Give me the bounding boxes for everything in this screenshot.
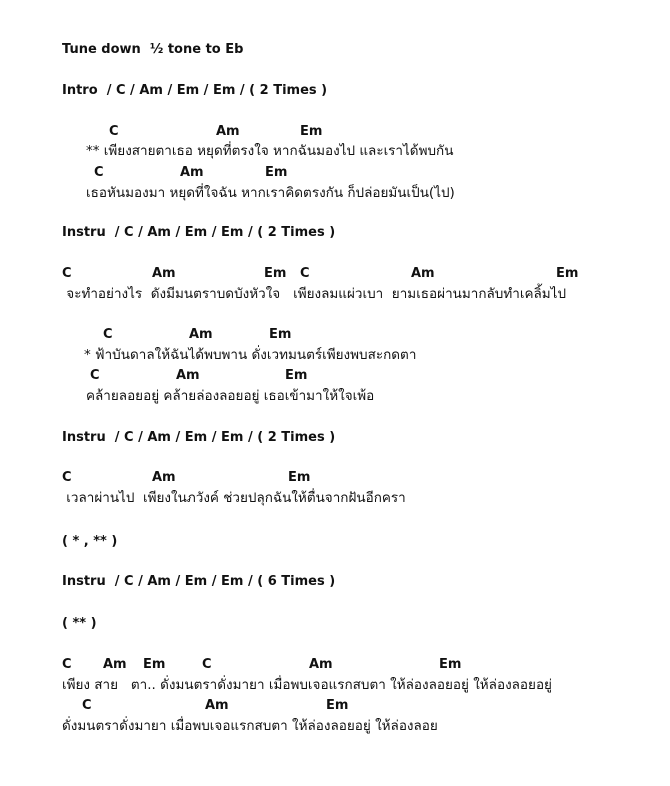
- chord-label: Em: [326, 698, 349, 713]
- chord-label: Em: [143, 657, 166, 672]
- chord-label: C: [103, 327, 113, 342]
- chord-label: Em: [288, 470, 311, 485]
- intro-line: Intro / C / Am / Em / Em / ( 2 Times ): [62, 83, 328, 98]
- chord-label: Em: [556, 266, 579, 281]
- chord-label: Em: [264, 266, 287, 281]
- chord-label: Am: [180, 165, 204, 180]
- chord-label: Em: [285, 368, 308, 383]
- chord-label: C: [300, 266, 310, 281]
- chord-label: Am: [189, 327, 213, 342]
- instru-line: Instru / C / Am / Em / Em / ( 2 Times ): [62, 225, 336, 240]
- chord-label: Am: [309, 657, 333, 672]
- chord-label: Am: [176, 368, 200, 383]
- chord-label: Am: [216, 124, 240, 139]
- chord-label: Em: [439, 657, 462, 672]
- chord-label: Am: [411, 266, 435, 281]
- lyric-line: เธอหันมองมา หยุดที่ใจฉัน หากเราคิดตรงกัน ก็ปล่อยมันเป็น(ไป): [86, 185, 455, 201]
- repeat-marker: ( * , ** ): [62, 534, 118, 549]
- chord-label: Em: [269, 327, 292, 342]
- lyric-line: เพียง สาย ตา.. ดั่งมนตราดั่งมายา เมื่อพบเจอแรกสบตา ให้ล่องลอยอยู่ ให้ล่องลอยอยู่: [62, 677, 552, 693]
- chord-label: C: [62, 657, 72, 672]
- chord-label: C: [202, 657, 212, 672]
- chord-label: Am: [103, 657, 127, 672]
- lyric-line: จะทำอย่างไร ดังมีมนตราบดบังหัวใจ เพียงลมแผ่วเบา ยามเธอผ่านมากลับทำเคลิ้มไป: [62, 286, 567, 302]
- chord-label: Am: [152, 266, 176, 281]
- instru-line: Instru / C / Am / Em / Em / ( 2 Times ): [62, 430, 336, 445]
- chord-label: Am: [152, 470, 176, 485]
- chord-label: C: [82, 698, 92, 713]
- chord-label: C: [109, 124, 119, 139]
- lyric-line: เวลาผ่านไป เพียงในภวังค์ ช่วยปลุกฉันให้ตื่นจากฝันอีกครา: [62, 490, 406, 506]
- repeat-marker: ( ** ): [62, 616, 97, 631]
- lyric-line: ดั่งมนตราดั่งมายา เมื่อพบเจอแรกสบตา ให้ล่องลอยอยู่ ให้ล่องลอย: [62, 718, 438, 734]
- chord-label: C: [62, 266, 72, 281]
- lyric-line: ** เพียงสายตาเธอ หยุดที่ตรงใจ หากฉันมองไป และเราได้พบกัน: [86, 143, 454, 159]
- instru-line: Instru / C / Am / Em / Em / ( 6 Times ): [62, 574, 336, 589]
- chord-label: Am: [205, 698, 229, 713]
- tuning-note: Tune down ½ tone to Eb: [62, 42, 244, 57]
- lyric-line: คล้ายลอยอยู่ คล้ายล่องลอยอยู่ เธอเข้ามาให้ใจเพ้อ: [86, 388, 375, 404]
- chord-label: C: [62, 470, 72, 485]
- lyric-line: * ฟ้าบันดาลให้ฉันได้พบพาน ดั่งเวทมนตร์เพียงพบสะกดตา: [84, 347, 417, 363]
- chord-label: C: [94, 165, 104, 180]
- chord-label: Em: [300, 124, 323, 139]
- chord-label: Em: [265, 165, 288, 180]
- chord-label: C: [90, 368, 100, 383]
